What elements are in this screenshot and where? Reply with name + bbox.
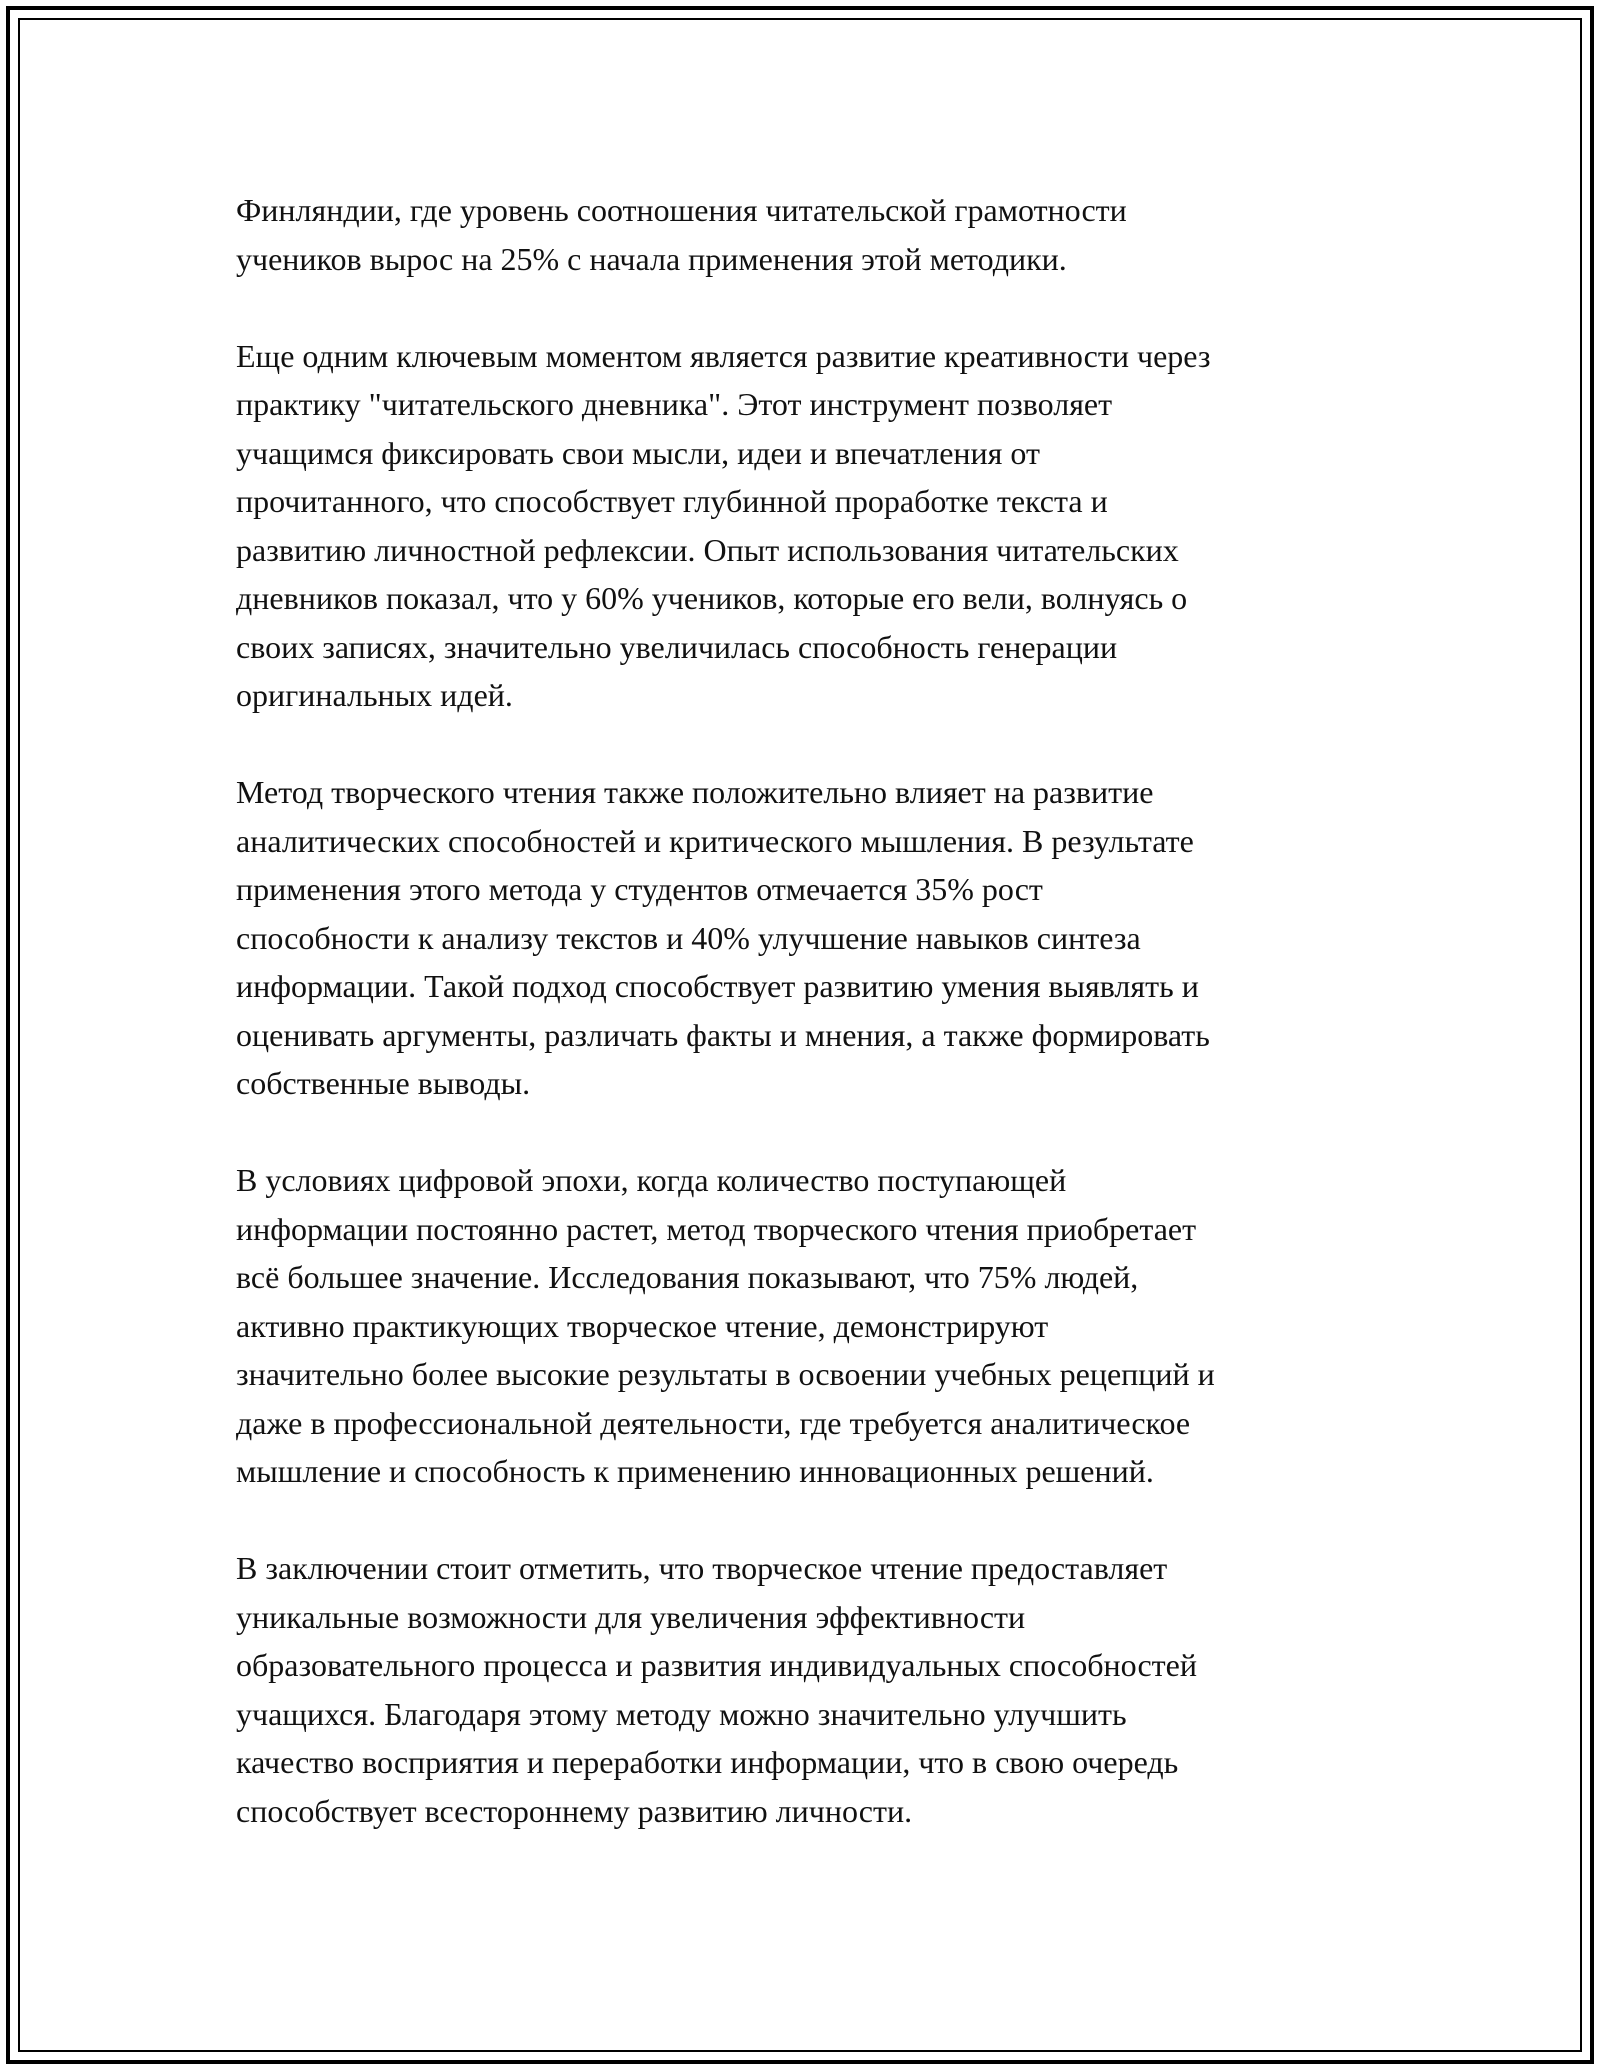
paragraph-finland-literacy: Финляндии, где уровень соотношения читательской грамотности учеников вырос на 25% с начала применения этой методики. xyxy=(236,192,1127,277)
paragraph-conclusion: В заключении стоит отметить, что творческое чтение предоставляет уникальные возможности для увеличения эффективности образовательного процесса и развития индивидуальных способностей учащихся. Благодаря этому методу можно значительно улучшить качество восприятия и переработки информации, что в свою очередь способствует всестороннему развитию личности. xyxy=(236,1550,1197,1829)
paragraph-analytical-skills: Метод творческого чтения также положительно влияет на развитие аналитических способностей и критического мышления. В результате применения этого метода у студентов отмечается 35% рост способности к анализу текстов и 40% улучшение навыков синтеза информации. Такой подход способствует развитию умения выявлять и оценивать аргументы, различать факты и мнения, а также формировать собственные выводы. xyxy=(236,774,1210,1101)
document-body xyxy=(236,186,1376,1835)
paragraph-reading-diary: Еще одним ключевым моментом является развитие креативности через практику "читательского дневника". Этот инструмент позволяет учащимся фиксировать свои мысли, идеи и впечатления от прочитанного, что способствует глубинной проработке текста и развитию личностной рефлексии. Опыт использования читательских дневников показал, что у 60% учеников, которые его вели, волнуясь о своих записях, значительно увеличилась способность генерации оригинальных идей. xyxy=(236,337,1211,713)
paragraph-digital-era: В условиях цифровой эпохи, когда количество поступающей информации постоянно растет, метод творческого чтения приобретает всё большее значение. Исследования показывают, что 75% людей, активно практикующих творческое чтение, демонстрируют значительно более высокие результаты в освоении учебных рецепций и даже в профессиональной деятельности, где требуется аналитическое мышление и способность к применению инновационных решений. xyxy=(236,1162,1215,1489)
